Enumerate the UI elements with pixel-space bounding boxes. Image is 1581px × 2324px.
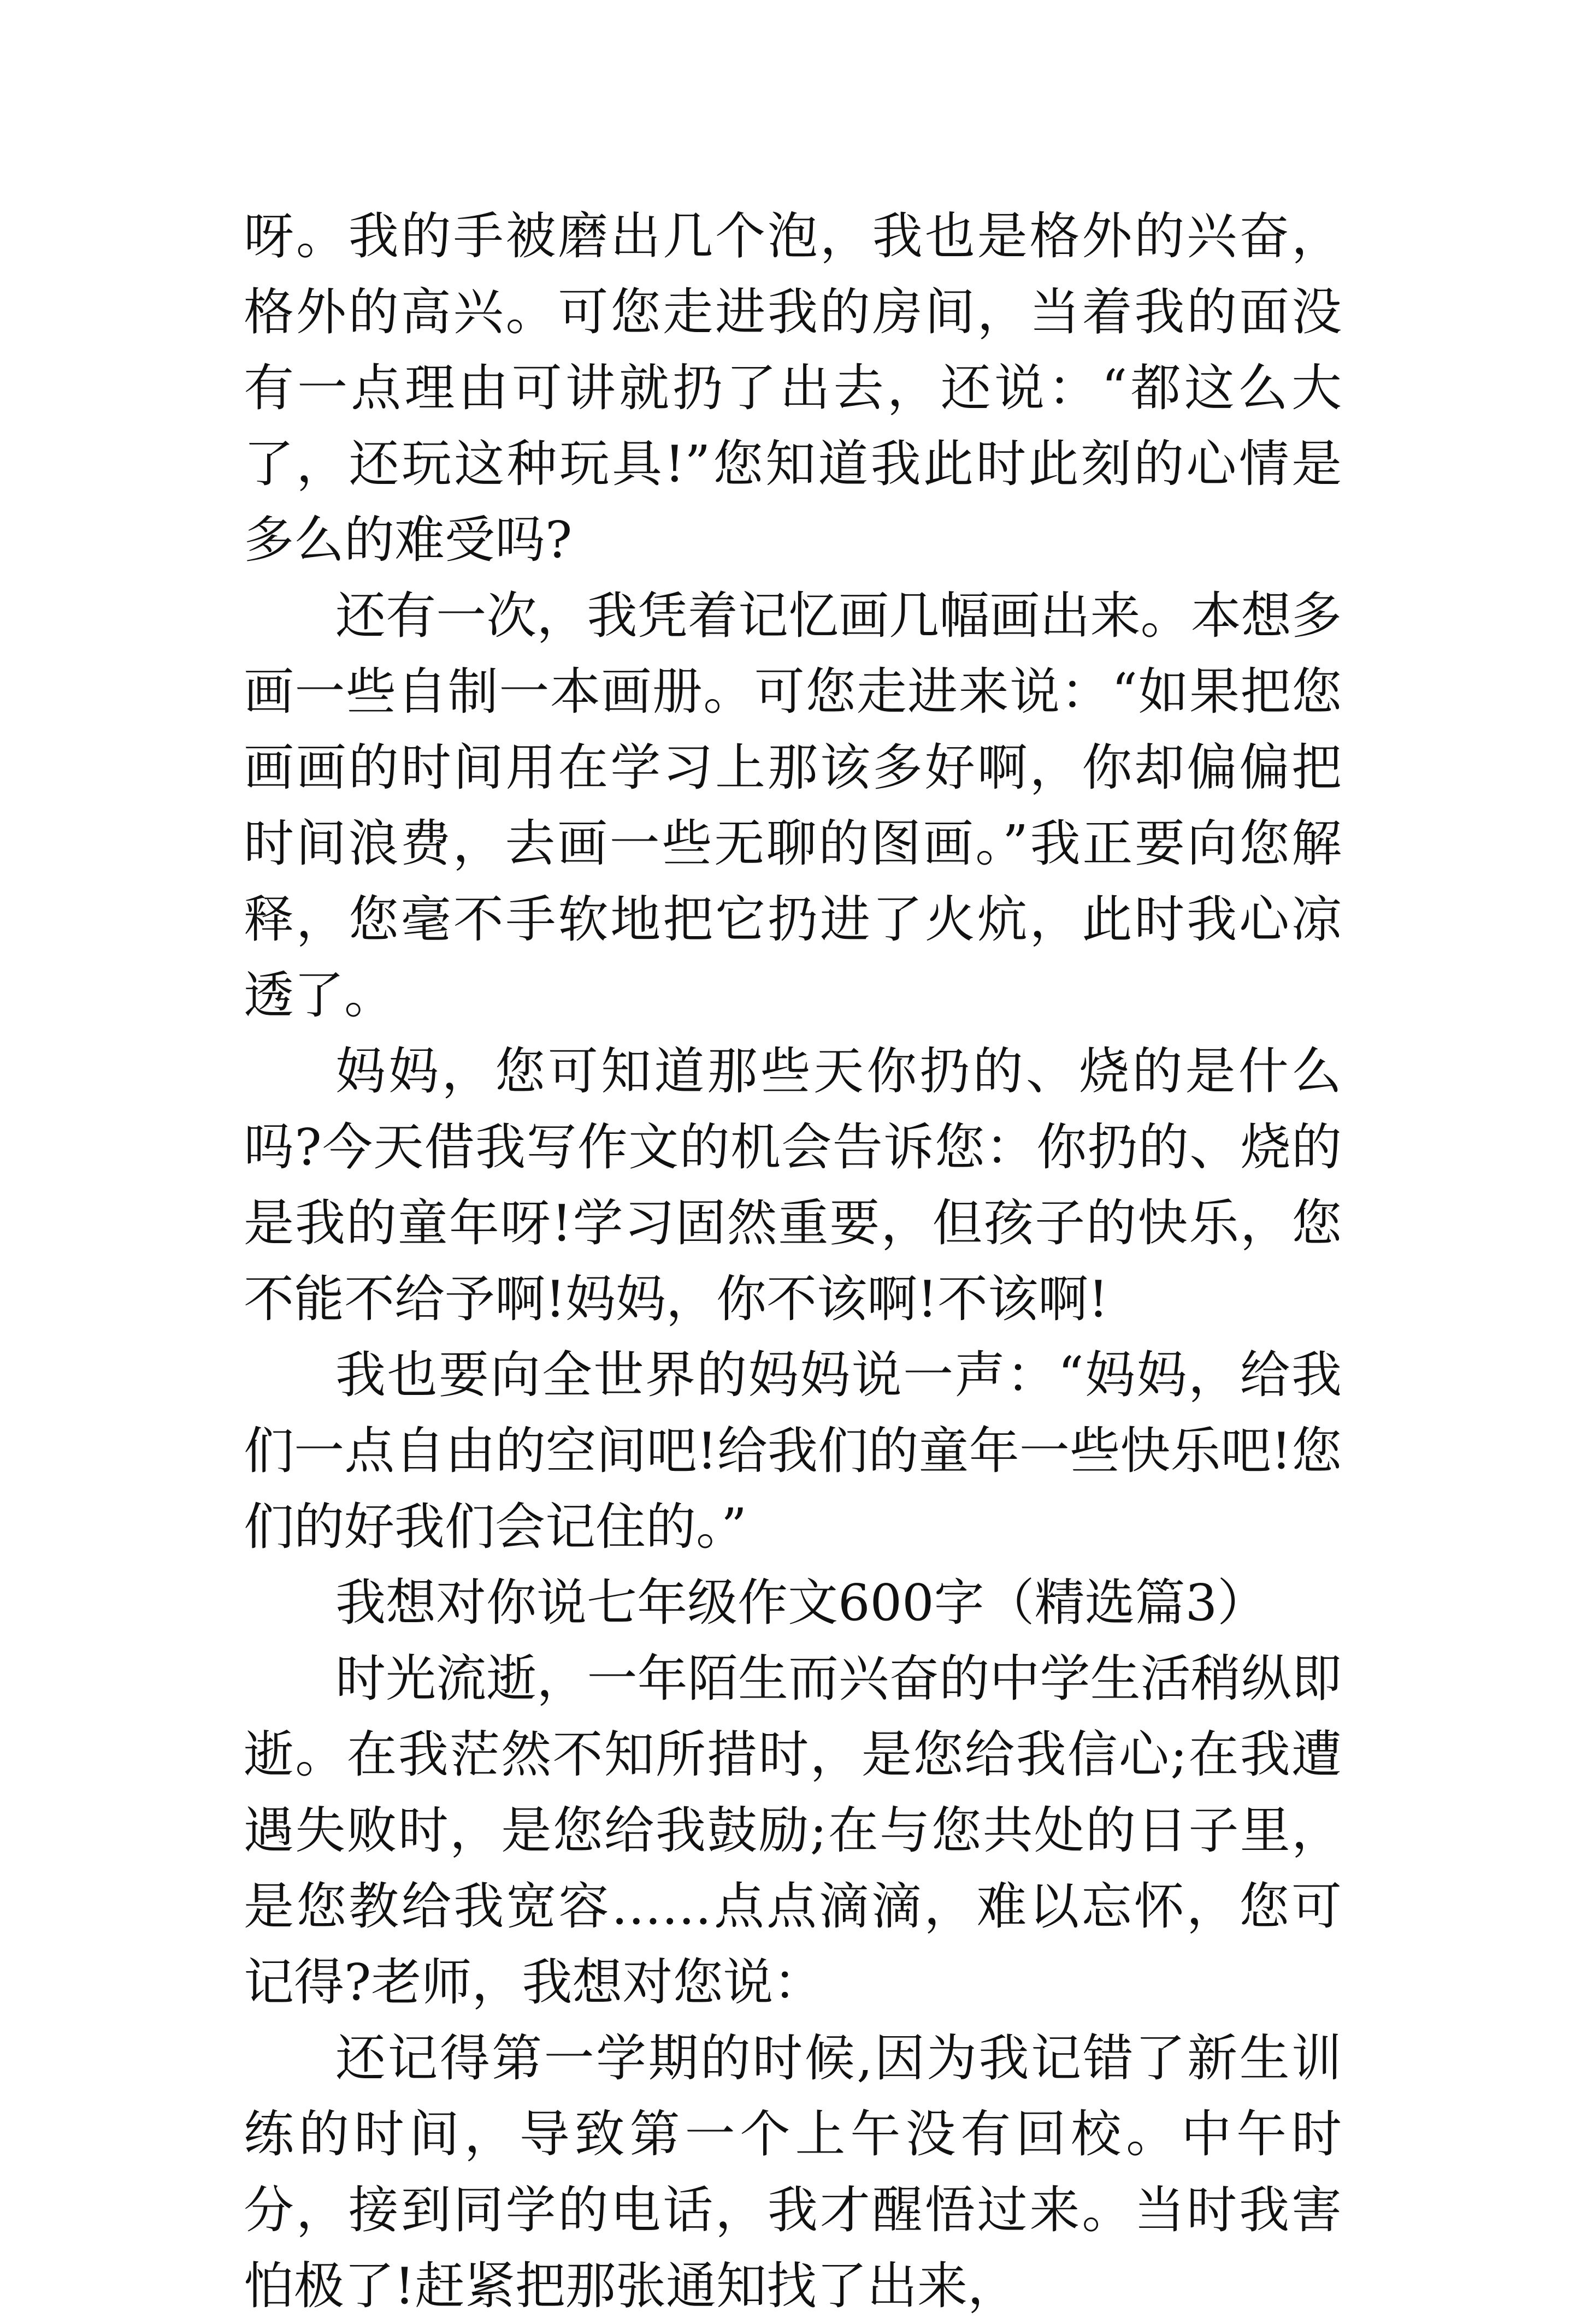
- paragraph-drawing: 还有一次，我凭着记忆画几幅画出来。本想多画一些自制一本画册。可您走进来说：“如果把您画画的时间用在学习上那该多好啊，你却偏偏把时间浪费，去画一些无聊的图画。”我正要向您解释，您毫不手软地把它扔进了火炕，此时我心凉透了。: [244, 587, 1342, 1025]
- section-heading: 我想对你说七年级作文600字（精选篇3）: [335, 1574, 1268, 1632]
- document-page: [244, 198, 1342, 2324]
- paragraph-time-flies: 时光流逝，一年陌生而兴奋的中学生活稍纵即逝。在我茫然不知所措时，是您给我信心;在我遭遇失败时，是您给我鼓励;在与您共处的日子里，是您教给我宽容……点点滴滴，难以忘怀，您可记得?老师，我想对您说：: [244, 1649, 1342, 2012]
- paragraph-continued: 呀。我的手被磨出几个泡，我也是格外的兴奋，格外的高兴。可您走进我的房间，当着我的面没有一点理由可讲就扔了出去，还说：“都这么大了，还玩这种玩具!”您知道我此时此刻的心情是多么的难受吗?: [244, 207, 1342, 569]
- paragraph-first-semester: 还记得第一学期的时候,因为我记错了新生训练的时间，导致第一个上午没有回校。中午时分，接到同学的电话，我才醒悟过来。当时我害怕极了!赶紧把那张通知找了出来，: [244, 2029, 1342, 2315]
- paragraph-mom: 妈妈，您可知道那些天你扔的、烧的是什么吗?今天借我写作文的机会告诉您：你扔的、烧的是我的童年呀!学习固然重要，但孩子的快乐，您不能不给予啊!妈妈，你不该啊!不该啊!: [244, 1042, 1342, 1328]
- paragraph-all-moms: 我也要向全世界的妈妈说一声：“妈妈，给我们一点自由的空间吧!给我们的童年一些快乐吧!您们的好我们会记住的。”: [244, 1346, 1342, 1556]
